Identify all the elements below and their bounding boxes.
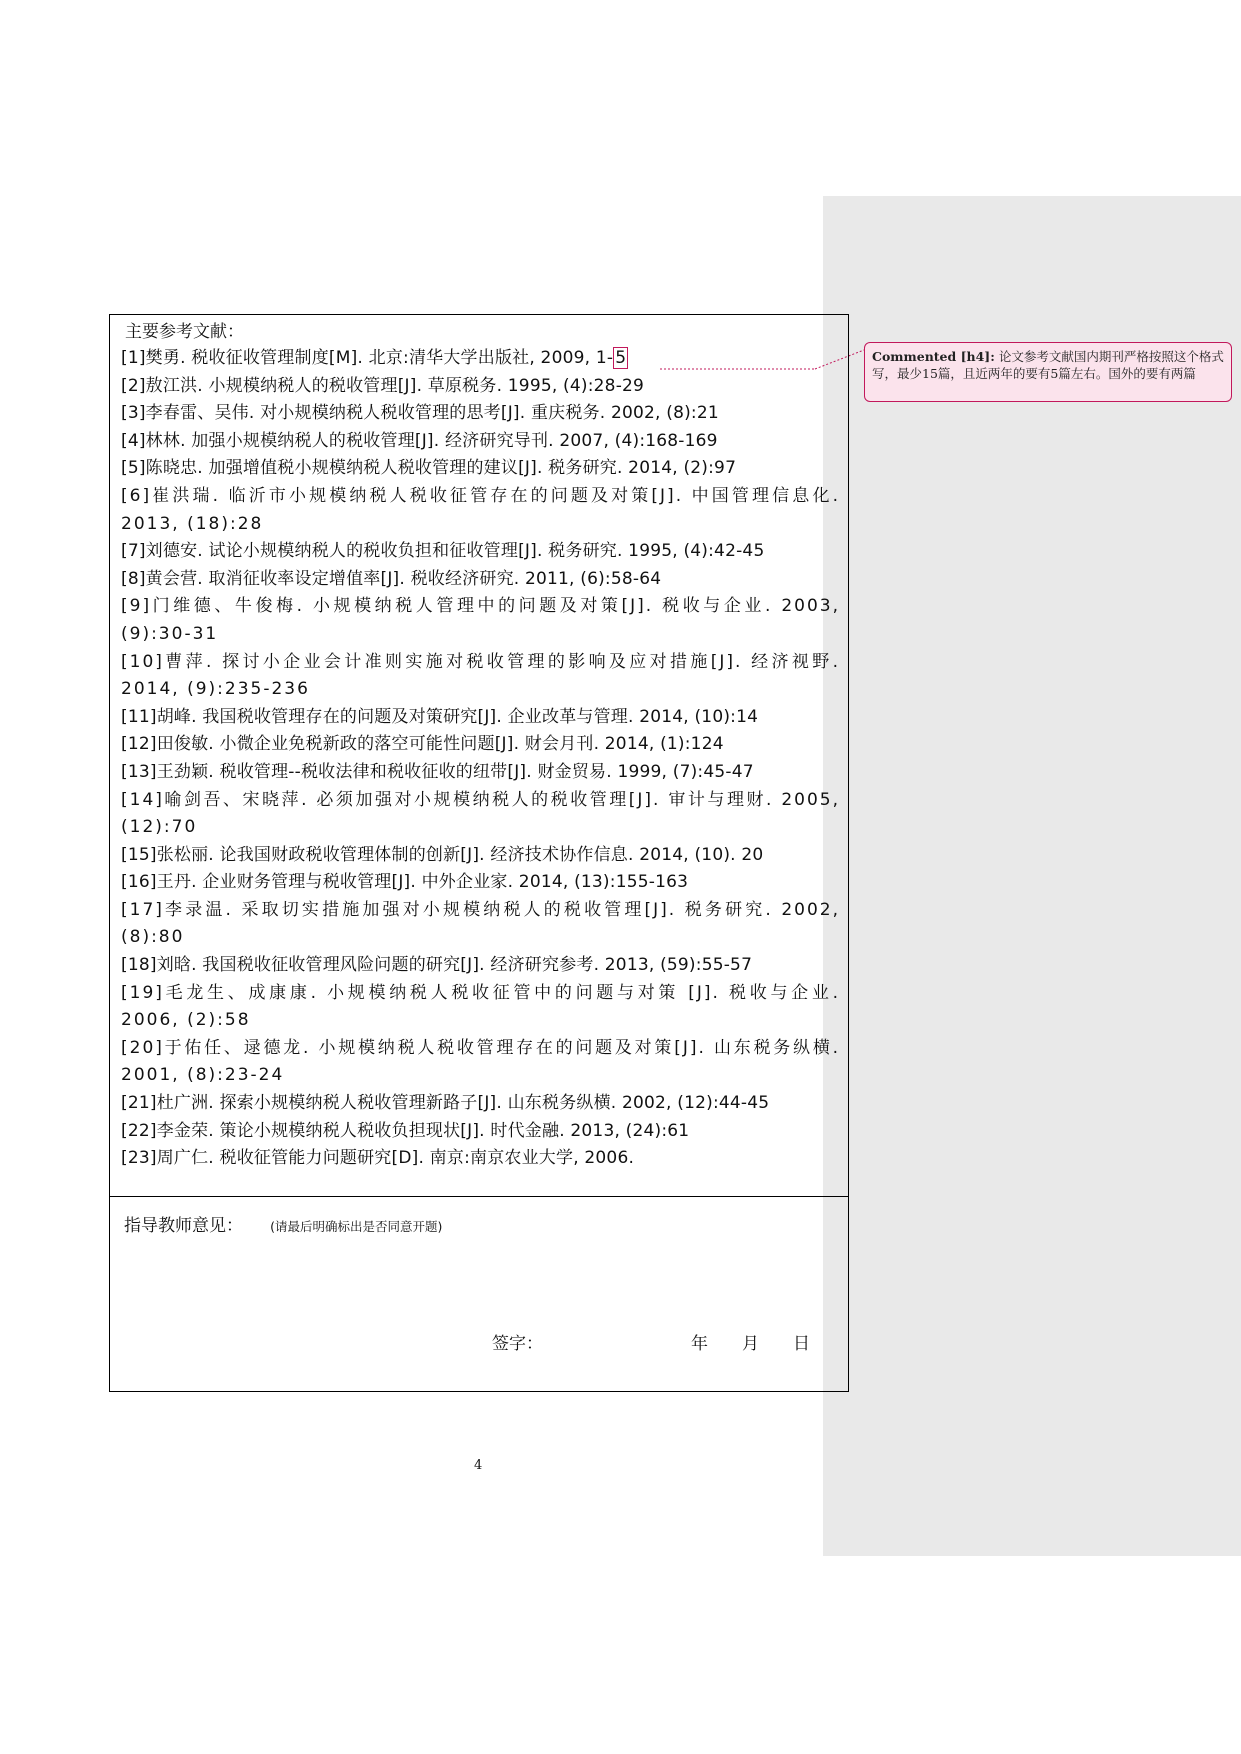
year-label: 年 [691, 1334, 708, 1354]
reference-item-12: [12]田俊敏. 小微企业免税新政的落空可能性问题[J]. 财会月刊. 2014, (1):124 [121, 734, 724, 755]
reference-item-1-text: [1]樊勇. 税收征收管理制度[M]. 北京:清华大学出版社, 2009, 1- [121, 348, 614, 368]
reference-item-7: [7]刘德安. 试论小规模纳税人的税收负担和征收管理[J]. 税务研究. 1995, (4):42-45 [121, 541, 765, 562]
reference-item-10: [10]曹萍. 探讨小企业会计准则实施对税收管理的影响及应对措施[J]. 经济视野. 2014, (9):235-236 [121, 651, 840, 700]
references-cell [110, 315, 848, 1197]
reference-item-11: [11]胡峰. 我国税收管理存在的问题及对策研究[J]. 企业改革与管理. 2014, (10):14 [121, 706, 759, 727]
advisor-label: 指导教师意见： [124, 1216, 243, 1236]
reference-item-3: [3]李春雷、吴伟. 对小规模纳税人税收管理的思考[J]. 重庆税务. 2002, (8):21 [121, 403, 719, 424]
reference-item-6: [6]崔洪瑞. 临沂市小规模纳税人税收征管存在的问题及对策[J]. 中国管理信息化. 2013, (18):28 [121, 485, 840, 534]
advisor-note: (请最后明确标出是否同意开题) [270, 1219, 443, 1234]
reference-item-2: [2]敖江洪. 小规模纳税人的税收管理[J]. 草原税务. 1995, (4):28-29 [121, 375, 645, 396]
signature-label: 签字： [492, 1334, 543, 1354]
reference-item-5: [5]陈晓忠. 加强增值税小规模纳税人税收管理的建议[J]. 税务研究. 2014, (2):97 [121, 458, 737, 479]
reference-list [121, 345, 840, 1173]
reference-item-21: [21]杜广洲. 探索小规模纳税人税收管理新路子[J]. 山东税务纵横. 2002, (12):44-45 [121, 1093, 770, 1114]
reference-item-4: [4]林林. 加强小规模纳税人的税收管理[J]. 经济研究导刊. 2007, (4):168-169 [121, 430, 718, 451]
references-heading: 主要参考文献： [125, 322, 244, 342]
reference-item-17: [17]李录温. 采取切实措施加强对小规模纳税人的税收管理[J]. 税务研究. 2002, (8):80 [121, 899, 840, 948]
reference-item-16: [16]王丹. 企业财务管理与税收管理[J]. 中外企业家. 2014, (13):155-163 [121, 872, 689, 893]
reference-item-1 [121, 345, 840, 373]
reference-item-13: [13]王劲颖. 税收管理--税收法律和税收征收的纽带[J]. 财金贸易. 1999, (7):45-47 [121, 761, 754, 782]
comment-text: 论文参考文献国内期刊严格按照这个格式写，最少15篇，且近两年的要有5篇左右。国外的要有两篇 [872, 349, 1224, 381]
advisor-cell [110, 1197, 848, 1391]
reference-item-15: [15]张松丽. 论我国财政税收管理体制的创新[J]. 经济技术协作信息. 2014, (10). 20 [121, 844, 764, 865]
reference-item-19: [19]毛龙生、成康康. 小规模纳税人税收征管中的问题与对策 [J]. 税收与企业. 2006, (2):58 [121, 982, 840, 1031]
proposal-table [109, 314, 849, 1392]
reference-item-18: [18]刘晗. 我国税收征收管理风险问题的研究[J]. 经济研究参考. 2013, (59):55-57 [121, 955, 753, 976]
reference-item-14: [14]喻剑吾、宋晓萍. 必须加强对小规模纳税人的税收管理[J]. 审计与理财. 2005, (12):70 [121, 789, 840, 838]
reference-item-20: [20]于佑任、逯德龙. 小规模纳税人税收管理存在的问题及对策[J]. 山东税务纵横. 2001, (8):23-24 [121, 1037, 840, 1086]
comment-author: Commented [h4]: [872, 349, 995, 364]
reference-item-23: [23]周广仁. 税收征管能力问题研究[D]. 南京:南京农业大学, 2006. [121, 1148, 635, 1169]
day-label: 日 [793, 1334, 810, 1354]
month-label: 月 [742, 1334, 759, 1354]
reference-item-8: [8]黄会营. 取消征收率设定增值率[J]. 税收经济研究. 2011, (6):58-64 [121, 568, 662, 589]
signature-row [492, 1329, 810, 1354]
comment-anchor[interactable]: 5 [615, 348, 627, 368]
page-number: 4 [474, 1458, 483, 1473]
reference-item-9: [9]门维德、牛俊梅. 小规模纳税人管理中的问题及对策[J]. 税收与企业. 2003, (9):30-31 [121, 596, 840, 644]
reference-item-22: [22]李金荣. 策论小规模纳税人税收负担现状[J]. 时代金融. 2013, (24):61 [121, 1120, 690, 1141]
comment-balloon[interactable] [864, 342, 1232, 402]
